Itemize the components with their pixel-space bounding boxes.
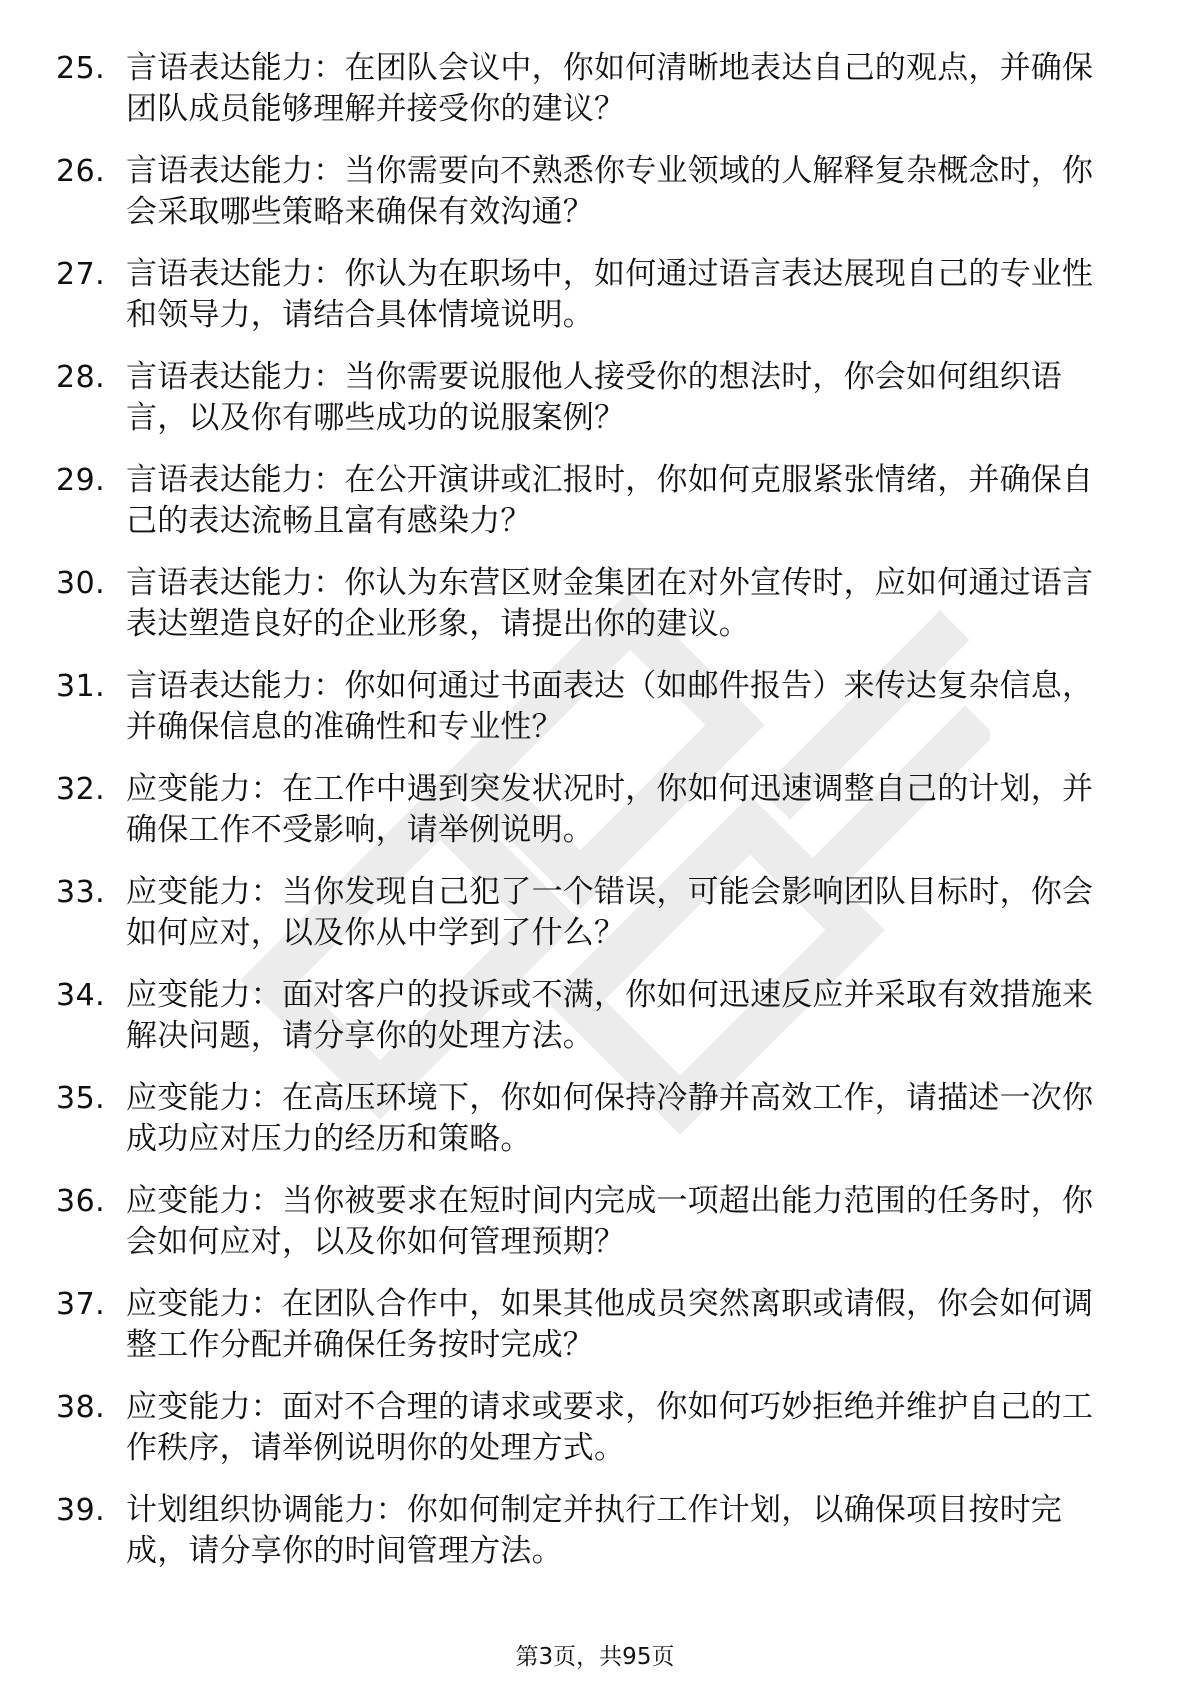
question-text: 言语表达能力：当你需要向不熟悉你专业领域的人解释复杂概念时，你会采取哪些策略来确保有效沟通？ — [126, 153, 1094, 230]
question-text: 应变能力：在工作中遇到突发状况时，你如何迅速调整自己的计划，并确保工作不受影响，请举例说明。 — [126, 771, 1094, 848]
question-number: 35. — [56, 1081, 106, 1116]
question-item-25 — [56, 48, 1121, 144]
question-text: 言语表达能力：在团队会议中，你如何清晰地表达自己的观点，并确保团队成员能够理解并接受你的建议？ — [126, 50, 1094, 127]
question-number: 26. — [56, 154, 106, 189]
question-item-30 — [56, 563, 1121, 659]
question-item-32 — [56, 769, 1121, 865]
question-text: 计划组织协调能力：你如何制定并执行工作计划，以确保项目按时完成，请分享你的时间管理方法。 — [126, 1492, 1062, 1569]
page-number-footer: 第3页，共95页 — [515, 1644, 675, 1670]
question-number: 27. — [56, 257, 106, 292]
question-number: 37. — [56, 1287, 106, 1322]
question-text: 应变能力：当你发现自己犯了一个错误，可能会影响团队目标时，你会如何应对，以及你从中学到了什么？ — [126, 874, 1094, 951]
question-text: 言语表达能力：你认为在职场中，如何通过语言表达展现自己的专业性和领导力，请结合具体情境说明。 — [126, 256, 1094, 333]
question-number: 33. — [56, 875, 106, 910]
question-number: 29. — [56, 463, 106, 498]
question-number: 36. — [56, 1184, 106, 1219]
question-number: 34. — [56, 978, 106, 1013]
question-item-33 — [56, 872, 1121, 968]
question-number: 30. — [56, 566, 106, 601]
question-number: 38. — [56, 1390, 106, 1425]
question-number: 39. — [56, 1493, 106, 1528]
question-item-38 — [56, 1387, 1121, 1483]
question-text: 言语表达能力：你认为东营区财金集团在对外宣传时，应如何通过语言表达塑造良好的企业形象，请提出你的建议。 — [126, 565, 1094, 642]
question-item-34 — [56, 975, 1121, 1071]
question-text: 应变能力：在团队合作中，如果其他成员突然离职或请假，你会如何调整工作分配并确保任务按时完成？ — [126, 1286, 1094, 1363]
question-item-26 — [56, 151, 1121, 247]
question-item-28 — [56, 357, 1121, 453]
question-item-31 — [56, 666, 1121, 762]
question-number: 28. — [56, 360, 106, 395]
question-text: 应变能力：当你被要求在短时间内完成一项超出能力范围的任务时，你会如何应对，以及你如何管理预期？ — [126, 1183, 1094, 1260]
question-text: 言语表达能力：当你需要说服他人接受你的想法时，你会如何组织语言，以及你有哪些成功的说服案例？ — [126, 359, 1062, 436]
question-text: 言语表达能力：在公开演讲或汇报时，你如何克服紧张情绪，并确保自己的表达流畅且富有感染力？ — [126, 462, 1094, 539]
question-item-36 — [56, 1181, 1121, 1277]
question-number: 31. — [56, 669, 106, 704]
interview-question-list — [56, 48, 1121, 1593]
question-number: 25. — [56, 51, 106, 86]
question-text: 应变能力：面对客户的投诉或不满，你如何迅速反应并采取有效措施来解决问题，请分享你的处理方法。 — [126, 977, 1094, 1054]
question-item-37 — [56, 1284, 1121, 1380]
question-item-29 — [56, 460, 1121, 556]
question-item-35 — [56, 1078, 1121, 1174]
question-text: 言语表达能力：你如何通过书面表达（如邮件报告）来传达复杂信息，并确保信息的准确性和专业性？ — [126, 668, 1094, 745]
question-text: 应变能力：在高压环境下，你如何保持冷静并高效工作，请描述一次你成功应对压力的经历和策略。 — [126, 1080, 1094, 1157]
question-item-27 — [56, 254, 1121, 350]
question-number: 32. — [56, 772, 106, 807]
question-text: 应变能力：面对不合理的请求或要求，你如何巧妙拒绝并维护自己的工作秩序，请举例说明你的处理方式。 — [126, 1389, 1094, 1466]
question-item-39 — [56, 1490, 1121, 1586]
